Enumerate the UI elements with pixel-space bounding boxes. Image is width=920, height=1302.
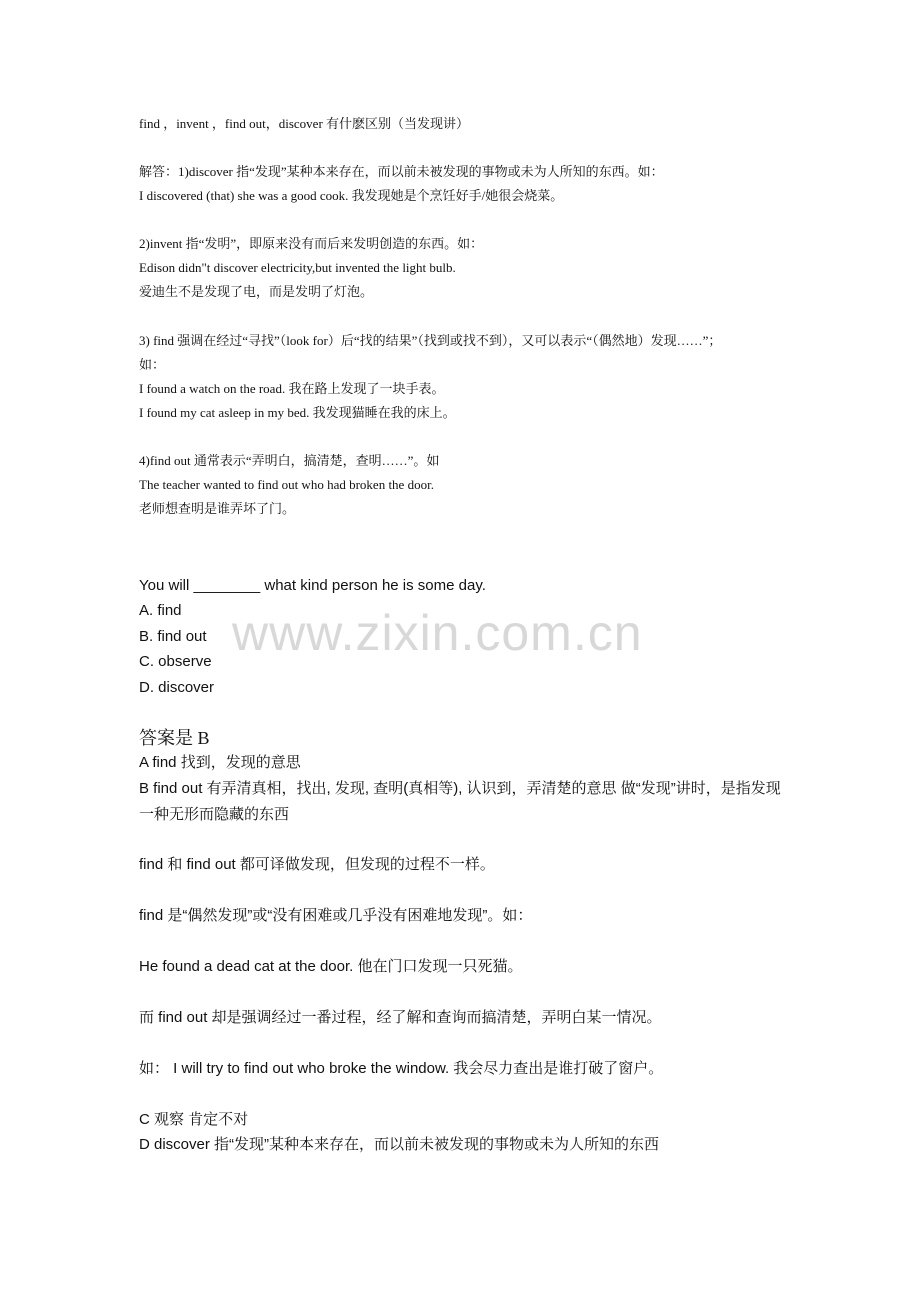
findout-explanation: 4)find out 通常表示“弄明白，搞清楚，查明……”。如 [139, 453, 440, 468]
answer-findout-definition: 而 find out 却是强调经过一番过程，经了解和查询而搞清楚，弄明白某一情况。 [139, 1009, 662, 1026]
discover-explanation: 解答：1)discover 指“发现”某种本来存在，而以前未被发现的事物或未为人所知的东西。如： [139, 164, 664, 179]
question-stem: You will ________ what kind person he is some day. [139, 577, 486, 594]
find-example-2: I found my cat asleep in my bed. 我发现猫睡在我的床上。 [139, 405, 456, 420]
answer-a: A find 找到，发现的意思 [139, 754, 301, 771]
answer-c: C 观察 肯定不对 [139, 1111, 249, 1128]
invent-example-translation: 爱迪生不是发现了电，而是发明了灯泡。 [139, 284, 374, 299]
watermark: www.zixin.com.cn [232, 605, 643, 661]
findout-example-translation: 老师想查明是谁弄坏了门。 [139, 501, 296, 516]
answer-find-definition: find 是“偶然发现”或“没有困难或几乎没有困难地发现”。如： [139, 907, 533, 924]
option-a: A. find [139, 602, 182, 619]
answer-heading: 答案是 B [139, 728, 210, 748]
section-title: find ，invent ，find out，discover 有什麽区别（当发现讲） [139, 116, 470, 131]
option-d: D. discover [139, 679, 215, 696]
answer-b: B find out 有弄清真相，找出, 发现, 查明(真相等), 认识到，弄清楚的意思 做“发现”讲时，是指发现一种无形而隐藏的东西 [139, 780, 781, 823]
find-example-1: I found a watch on the road. 我在路上发现了一块手表。 [139, 381, 445, 396]
answer-find-example: He found a dead cat at the door. 他在门口发现一只死猫。 [139, 958, 523, 975]
answer-d: D discover 指“发现”某种本来存在，而以前未被发现的事物或未为人所知的东西 [139, 1136, 660, 1153]
findout-example: The teacher wanted to find out who had broken the door. [139, 477, 434, 492]
answer-compare: find 和 find out 都可译做发现，但发现的过程不一样。 [139, 856, 495, 873]
invent-example: Edison didn"t discover electricity,but invented the light bulb. [139, 260, 456, 275]
invent-explanation: 2)invent 指“发明”，即原来没有而后来发明创造的东西。如： [139, 236, 484, 251]
find-explanation: 3) find 强调在经过“寻找”（look for）后“找的结果”（找到或找不到），又可以表示“（偶然地）发现……”； [139, 333, 722, 348]
option-b: B. find out [139, 628, 207, 645]
find-explanation-cont: 如： [139, 357, 166, 372]
answer-findout-example: 如： I will try to find out who broke the window. 我会尽力查出是谁打破了窗户。 [139, 1060, 664, 1077]
option-c: C. observe [139, 653, 212, 670]
discover-example: I discovered (that) she was a good cook. 我发现她是个烹饪好手/她很会烧菜。 [139, 188, 564, 203]
